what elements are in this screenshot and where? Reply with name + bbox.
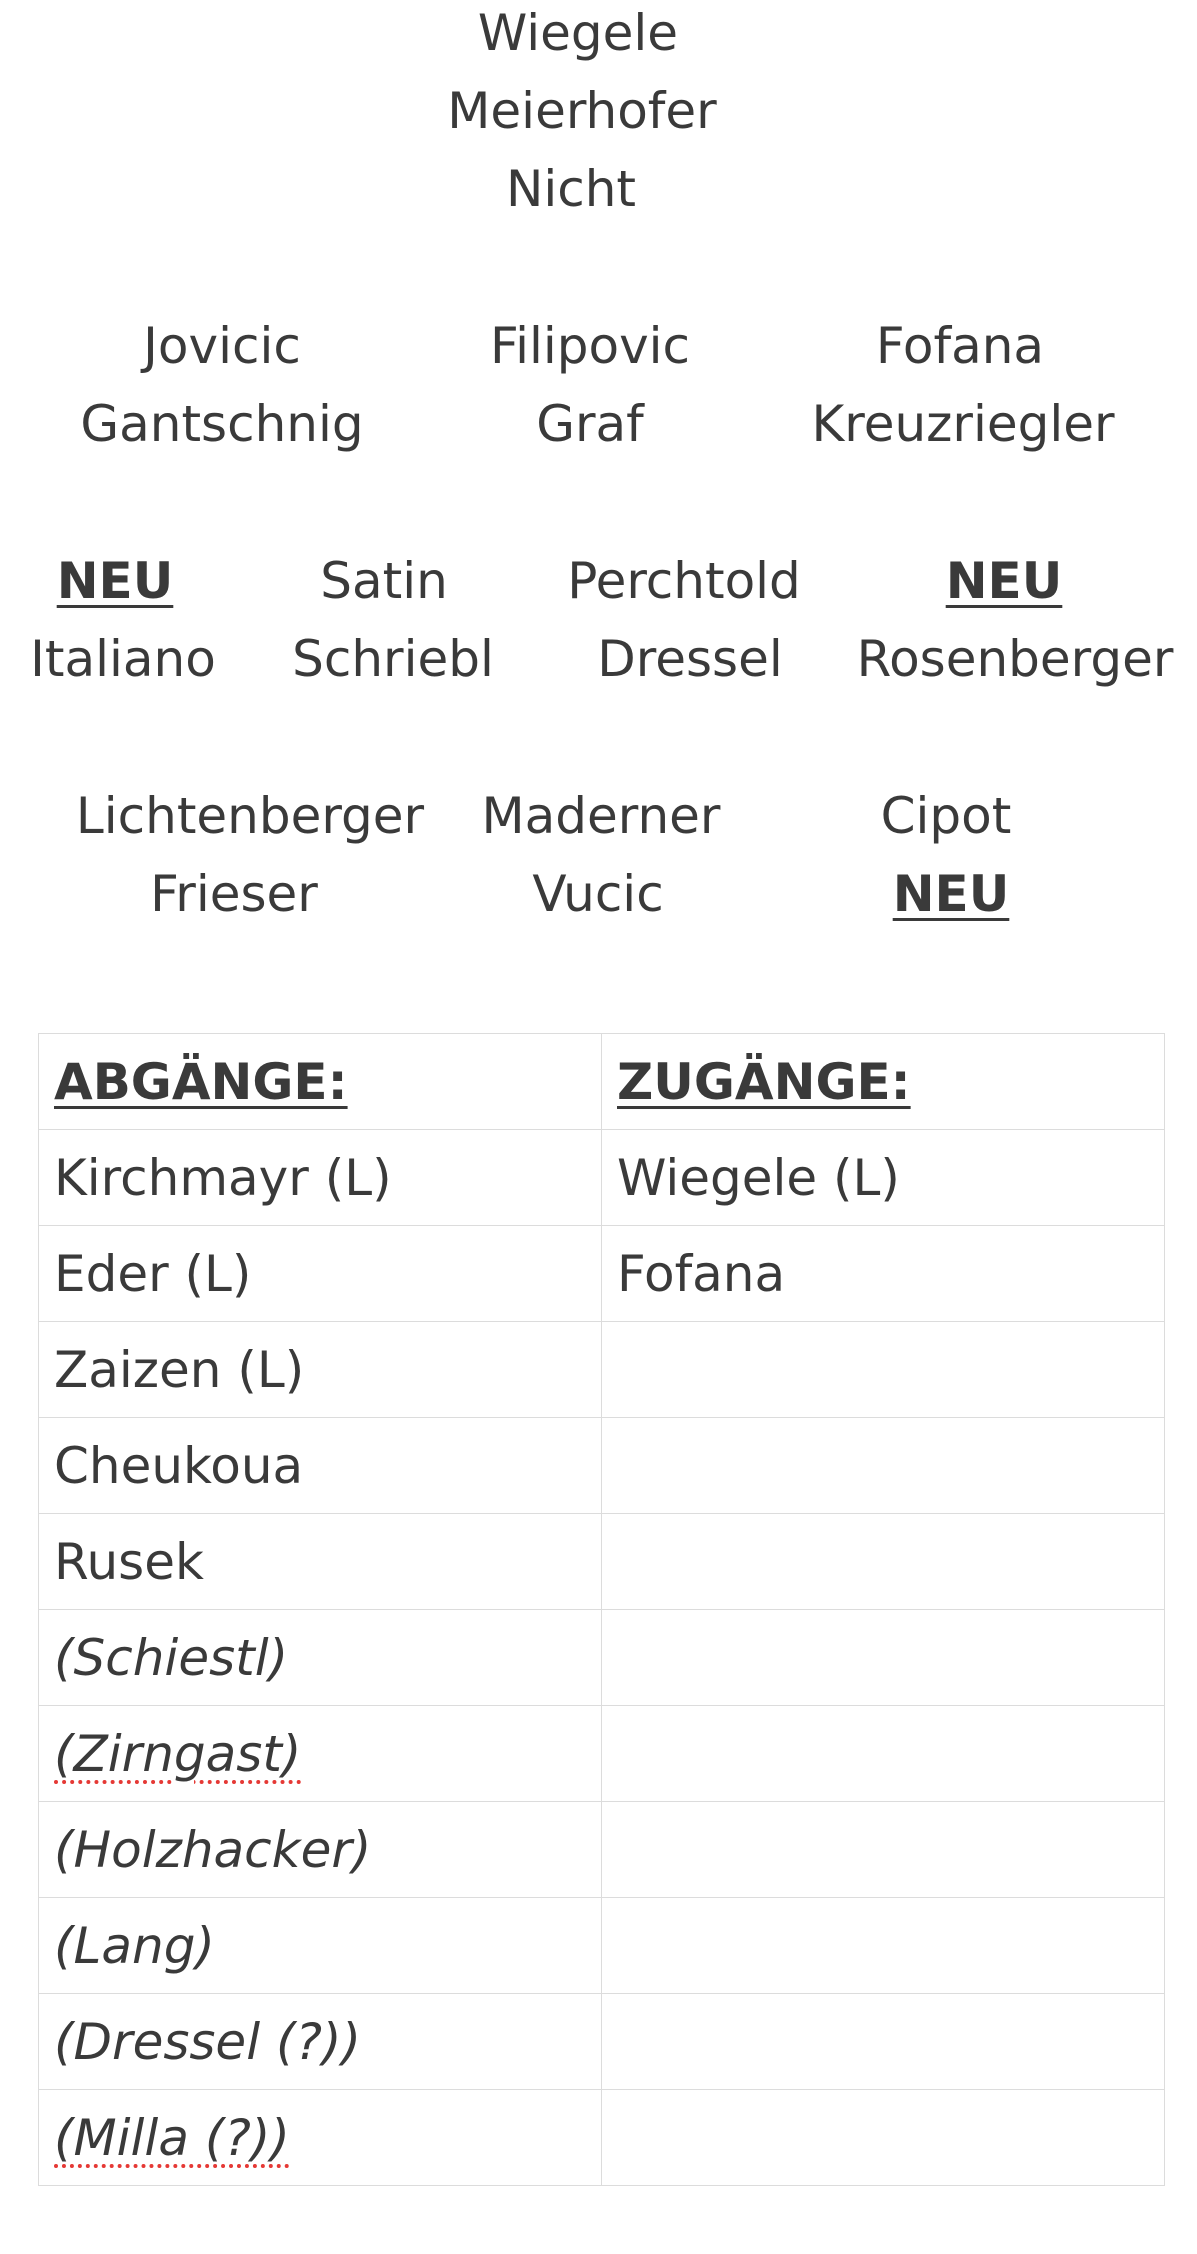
departure-cell: Kirchmayr (L) [39,1130,602,1226]
arrival-cell: Wiegele (L) [602,1130,1165,1226]
arrival-cell [602,1418,1165,1514]
table-row [39,1706,1165,1802]
defense-top-3: Fofana [875,317,1045,375]
midfield-bottom-2: Schriebl [292,630,494,688]
arrival-cell [602,1706,1165,1802]
defense-bottom-2: Graf [536,395,644,453]
midfield-top-2: Satin [320,552,448,610]
arrival-cell [602,1610,1165,1706]
attack-bottom-2: Vucic [532,865,664,923]
arrival-cell [602,1994,1165,2090]
transfers-table [38,1033,1165,2186]
midfield-top-1: NEU [56,552,174,610]
defense-top-2: Filipovic [489,317,691,375]
arrival-cell [602,2090,1165,2186]
table-header-row [39,1034,1165,1130]
departure-cell [39,2090,602,2186]
arrivals-header: ZUGÄNGE: [617,1052,911,1111]
departures-header-cell [39,1034,602,1130]
defense-bottom-3: Kreuzriegler [811,395,1115,453]
table-row [39,1130,1165,1226]
table-row [39,1418,1165,1514]
spellcheck-flagged-text[interactable]: (Milla (?)) [54,2108,290,2167]
attack-bottom-3: NEU [892,865,1010,923]
table-row [39,2090,1165,2186]
attack-top-2: Maderner [481,787,721,845]
departure-cell: (Dressel (?)) [39,1994,602,2090]
midfield-bottom-1: Italiano [30,630,216,688]
arrival-cell [602,1898,1165,1994]
midfield-bottom-3: Dressel [597,630,783,688]
table-row [39,1226,1165,1322]
table-row [39,1322,1165,1418]
table-row [39,1994,1165,2090]
arrival-cell [602,1802,1165,1898]
departures-header: ABGÄNGE: [54,1052,348,1111]
arrival-cell [602,1514,1165,1610]
attack-top-3: Cipot [880,787,1012,845]
departure-cell: (Lang) [39,1898,602,1994]
departure-cell [39,1706,602,1802]
attack-bottom-1: Frieser [150,865,318,923]
goalkeeper-name-3: Nicht [505,160,637,218]
departure-cell: Zaizen (L) [39,1322,602,1418]
departure-cell: Eder (L) [39,1226,602,1322]
departure-cell: (Schiestl) [39,1610,602,1706]
table-row [39,1802,1165,1898]
defense-bottom-1: Gantschnig [80,395,364,453]
midfield-top-3: Perchtold [567,552,801,610]
table-row [39,1898,1165,1994]
departure-cell: Cheukoua [39,1418,602,1514]
table-row [39,1610,1165,1706]
departure-cell: Rusek [39,1514,602,1610]
midfield-bottom-4: Rosenberger [856,630,1174,688]
arrival-cell [602,1322,1165,1418]
goalkeeper-name-2: Meierhofer [447,82,717,140]
departure-cell: (Holzhacker) [39,1802,602,1898]
arrival-cell: Fofana [602,1226,1165,1322]
attack-top-1: Lichtenberger [75,787,425,845]
goalkeeper-name-1: Wiegele [477,4,679,62]
midfield-top-4: NEU [945,552,1063,610]
arrivals-header-cell [602,1034,1165,1130]
table-row [39,1514,1165,1610]
defense-top-1: Jovicic [143,317,301,375]
spellcheck-flagged-text[interactable]: (Zirngast) [54,1724,302,1783]
